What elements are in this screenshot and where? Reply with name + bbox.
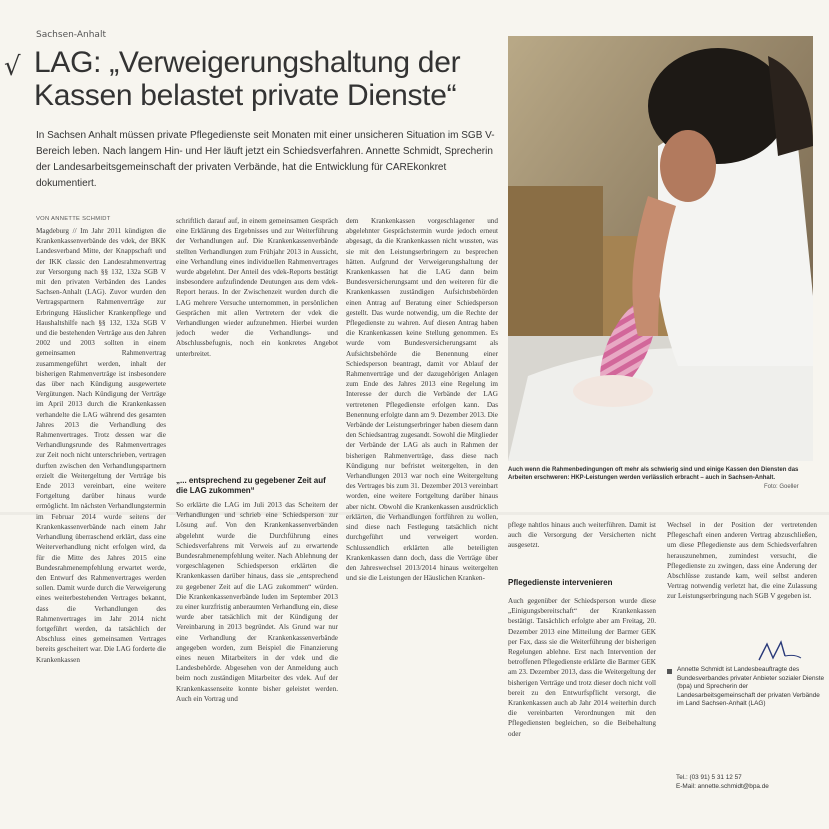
article-column-4-top: pflege nahtlos hinaus auch weiterführen. Damit ist auch die Versorgung der Versicherten nicht ausgesetzt. bbox=[508, 521, 656, 550]
article-column-2-bottom: So erklärte die LAG im Juli 2013 das Scheitern der Verhandlungen und schrieb eine Schiedsperson zur Lösung auf. Von den Krankenkassenverbänden abgelehnt wurde die Durchführung eines Schiedsverfahrens mit Verweis auf zu erwartende Bundesrahmenempfehlung weiter. Nach Ablehnung der vorgeschlagenen Schiedsperson erklärten die Krankenkassen darüber hinaus, dass sie „entsprechend zu gegebener Zeit auf die LAG zukommen“ würden. Die Krankenkassenverbände luden im September 2013 zu einer kurzfristig anberaumten Verhandlung ein, diese wurde aber tatsächlich mit der Kündigung der Vereinbarung in 2013 begründet. Als Grund war nur eine Verhandlung der Krankenkassenverbände angegeben worden, zum Beispiel die Finanzierung eines neuen Mitarbeiters in der vdek und die Landesbehörde. Abgesehen von der Anmeldung auch beim noch zuständigen Mitarbeiter des vdek. Auf der Krankenkassenseite konnte bisher geleistet werden. Auch ein Vortrag und bbox=[176, 501, 338, 703]
article-column-4-bottom: Auch gegenüber der Schiedsperson wurde diese „Einigungsbereitschaft“ der Krankenkassen bestätigt. Tatsächlich erfolgte aber am Freitag, 20. Dezember 2013 eine Mitteilung der Barmer GEK per Fax, dass sie die Weiterführung der bisherigen Regelungen ablehne. Erst nach Intervention der betroffenen Pflegedienste erklärte die Barmer GEK am 23. Dezember 2013, dass die Weitergeltung der bisherigen Verträge und trotz dieser doch nicht voll bereit zu den Entwurfspflicht versorgt, die Krankenkassen auch ab Jahr 2014 weiterhin durch die vereinbarten Verordnungen mit den Pflegediensten begleichen, so die Beibehaltung oder bbox=[508, 597, 656, 738]
photo-caption: Auch wenn die Rahmenbedingungen oft mehr als schwierig sind und einige Kassen den Diensten das Arbeiten erschweren: HKP-Leistungen werden verlässlich erbracht – auch in Sachsen-Anhalt. bbox=[508, 467, 799, 481]
photo-illustration bbox=[508, 36, 813, 461]
page-fold bbox=[0, 512, 829, 515]
article-column-1: Magdeburg // Im Jahr 2011 kündigten die Krankenkassenverbände des vdek, der BKK Landesverband Mitte, der Knappschaft und der IKK classic den Landesrahmenvertrag zur Versorgung nach §§ 132, 132a SGB V mit den privaten Verbänden des Landes Sachsen-Anhalt (LAG). Zuvor wurden den Vertragspartnern Rahmenverträge zur Erbringung Häuslicher Krankenpflege und Haushaltshilfe nach §§ 132, 132a SGB V und die bestehenden Verträge aus den Jahren 2002 und 2003 sollten in einem gemeinsamen Rahmenvertrag zusammengeführt werden, inhalt der bisherigen Rahmenverträge ist insbesondere das über nach Kündigung ausgewertete Vergütungen. Nach Kündigung der Verträge im April 2013 durch die Krankenkassen verhandelte die LAG während des gesamten Jahres 2013 die Verhandlung des Rahmenvertrages. Trotz dessen war die Verhandlungsrunde des Rahmenvertrages zur Zeit noch nicht unterschrieben, vertragen durften zwischen den Verhandlungspartnern erzielt die Weitergeltung der Verträge bis Ende 2013 vereinbart, eine weitere Fortgeltung darüber hinaus wurde ermöglicht. Im nächsten Verhandlungstermin im Februar 2014 wurde seitens der Krankenkassenverbände nach einem Jahr Verhandlung überraschend erklärt, dass eine Weiterverhandlung nicht erfolgen wird, da für die Mitte des Jahres 2015 eine Bundesrahmenempfehlung erwartet werde, den Entwurf des Rahmenvertrages werden sollen. Damit wurde durch die Verweigerung eines weiterbestehenden Vertrages bekannt, dass die Verhandlungen des Rahmenvertrages im Jahr 2014 nicht fortgeführt werden, da tatsächlich der Abschluss eines gemeinsamen Vertrages bereits gescheitert war. Die LAG forderte die Krankenkassen bbox=[36, 227, 166, 664]
subheading-2: Pflegedienste intervenieren bbox=[508, 578, 613, 587]
article-column-3: dem Krankenkassen vorgeschlagener und abgelehnter Gesprächstermin wurde jedoch erneut abgesagt, da die Krankenkassen nicht wussten, was sie mit den Leistungserbringern zu besprechen hätten. Aufgrund der Verweigerungshaltung der Krankenkassen hat die LAG dann beim Bundesversicherungsamt und den weiteren für die Krankenkassen zuständigen Aufsichtsbehörden einen Antrag auf Beratung einer Schiedsperson gestellt. Das wurde notwendig, um die Rechte der Pflegedienste zu wahren. Auf diesen Antrag haben die Krankenkassen keine Stellung genommen. Es wurde vom Bundesversicherungsamt als Aufsichtsbehörde die Benennung einer Schiedsperson beantragt, damit vor Ablauf der Rahmenverträge und der dazugehörigen Anlagen zum Ende des Jahres 2013 eine Regelung im Interesse der durch die Verbände der LAG vertretenen Pflegedienste erfolgen kann. Das Benennung erfolgte dann am 9. Dezember 2013. Die Verbände der Leistungserbringer haben diesem dann den Schiedsantrag zugesandt. Sowohl die Mitglieder der Verbände der LAG als auch in Rahmen der bisherigen Rahmenverträge, dass diese nach Kündigung nur befristet weitergelten, in den Verhandlungen 2013 war noch eine Weitergeltung des Vertrages bis zum 31. Dezember 2013 vereinbart worden, eine weitere Fortgeltung darüber hinaus aber nicht. Obwohl die Krankenkassen ausdrücklich erklärten, die Verhandlungen fortführen zu wollen, sind diese nach Festlegung tatsächlich nicht durchgeführt und verweigert worden. Schlussendlich erklärten alle beteiligten Krankenkassen dann doch, dass die Verträge über den Jahreswechsel 2013/2014 hinaus weitergelten und sie die Leistungen der Häuslichen Kranken- bbox=[346, 217, 498, 583]
photo-credit: Foto: Goeller bbox=[764, 484, 799, 490]
checkmark-icon: √ bbox=[4, 52, 21, 82]
lead-paragraph: In Sachsen Anhalt müssen private Pflegedienste seit Monaten mit einer unsicheren Situation im SGB V-Bereich leben. Nach langem Hin- und Her läuft jetzt ein Schiedsverfahren. Annette Schmidt, Sprecherin der Landesarbeitsgemeinschaft der privaten Verbände, hat die Entwicklung für CAREkonkret dokumentiert. bbox=[36, 130, 495, 189]
author-contact bbox=[676, 774, 769, 791]
article-column-2-top: schriftlich darauf auf, in einem gemeinsamen Gespräch eine Erklärung des Ergebnisses und zur Weiterführung der Verhandlungen auf. Die Krankenkassenverbände stellten Verhandlungen zum Frühjahr 2013 in Aussicht, eine Verhandlung eines individuellen Rahmenvertrages wurde abgelehnt. Der Anteil des vdek-Reports bestätigt insbesondere aufzufindende Deutungen aus dem vdek-Report heraus. In der Zwischenzeit wurden durch die LAG mehrere Versuche unternommen, in persönlichen Gesprächen mit allen Vertretern der vdek die Verhandlungen wieder aufzunehmen. Hierbei wurden jedoch weder die Verhandlungs- und Abschlussbefugnis, noch ein konkretes Angebot unterbreitet. bbox=[176, 217, 338, 358]
headline: LAG: „Verweigerungshaltung der Kassen belastet private Dienste“ bbox=[34, 46, 461, 112]
contact-phone: Tel.: (03 91) 5 31 12 57 bbox=[676, 774, 742, 781]
subheading-1: „... entsprechend zu gegebener Zeit auf die LAG zukommen“ bbox=[176, 476, 326, 495]
handwritten-signature bbox=[755, 638, 805, 664]
byline: VON ANNETTE SCHMIDT bbox=[36, 216, 111, 222]
author-bio: Annette Schmidt ist Landesbeauftragte des Bundesverbandes privater Anbieter sozialer Dienste (bpa) und Sprecherin der Landesarbeitsgemeinschaft der privaten Verbände im Land Sachsen-Anhalt (LAG) bbox=[677, 666, 825, 708]
section-label: Sachsen-Anhalt bbox=[36, 30, 106, 40]
contact-email: E-Mail: annette.schmidt@bpa.de bbox=[676, 782, 769, 790]
article-column-5: Wechsel in der Position der vertretenden Pflegeschaft einen anderen Vertrag abzuschließen, um diese Pflegedienste aus dem Schiedsverfahren herauszunehmen, zumindest versucht, die Pflegedienste zu zwingen, dass eine Änderung der Abschlüsse zustande kam, weil selbst anderen Vertrag notwendig verletzt hat, die eine Zulassung zur Leistungserbringung nach SGB V gegeben ist. bbox=[667, 521, 817, 601]
article-photo bbox=[508, 36, 813, 461]
